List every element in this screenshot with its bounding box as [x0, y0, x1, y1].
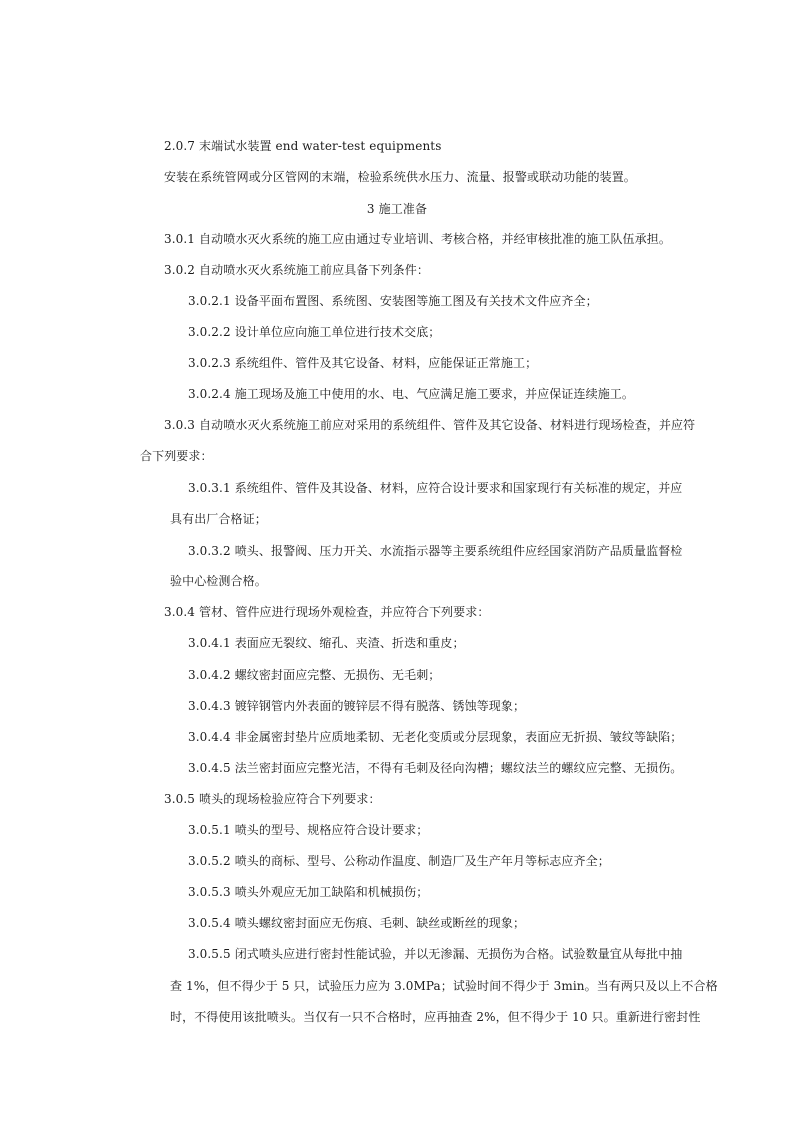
clause-3-0-3: 3.0.3 自动喷水灭火系统施工前应对采用的系统组件、管件及其它设备、材料进行现场检查，并应符 — [164, 418, 696, 432]
clause-3-0-3-1-cont: 具有出厂合格证； — [170, 512, 267, 526]
clause-3-0-5-2: 3.0.5.2 喷头的商标、型号、公称动作温度、制造厂及生产年月等标志应齐全； — [188, 854, 610, 868]
clause-3-0-4: 3.0.4 管材、管件应进行现场外观检查，并应符合下列要求： — [164, 605, 490, 619]
clause-3-0-4-3: 3.0.4.3 镀锌钢管内外表面的镀锌层不得有脱落、锈蚀等现象； — [188, 699, 526, 713]
clause-2-0-7: 2.0.7 末端试水装置 end water-test equipments — [164, 139, 442, 153]
clause-3-0-5-3: 3.0.5.3 喷头外观应无加工缺陷和机械损伤； — [188, 885, 429, 899]
clause-3-0-4-2: 3.0.4.2 螺纹密封面应完整、无损伤、无毛刺； — [188, 668, 441, 682]
clause-3-0-5-4: 3.0.5.4 喷头螺纹密封面应无伤痕、毛刺、缺丝或断丝的现象； — [188, 916, 526, 930]
clause-3-0-2-2: 3.0.2.2 设计单位应向施工单位进行技术交底； — [188, 325, 441, 339]
clause-3-0-4-4: 3.0.4.4 非金属密封垫片应质地柔韧、无老化变质或分层现象，表面应无折损、皱纹等缺陷； — [188, 730, 683, 744]
clause-3-0-2: 3.0.2 自动喷水灭火系统施工前应具备下列条件： — [164, 263, 429, 277]
clause-3-0-2-1: 3.0.2.1 设备平面布置图、系统图、安装图等施工图及有关技术文件应齐全； — [188, 294, 598, 308]
clause-3-0-5-5: 3.0.5.5 闭式喷头应进行密封性能试验，并以无渗漏、无损伤为合格。试验数量宜从每批中抽 — [188, 947, 683, 961]
clause-3-0-2-4: 3.0.2.4 施工现场及施工中使用的水、电、气应满足施工要求，并应保证连续施工。 — [188, 387, 634, 401]
clause-3-0-5-5-cont-2: 时，不得使用该批喷头。当仅有一只不合格时，应再抽查 2%，但不得少于 10 只。重新进行密封性 — [170, 1010, 701, 1024]
clause-3-0-4-5: 3.0.4.5 法兰密封面应完整光洁，不得有毛刺及径向沟槽；螺纹法兰的螺纹应完整、无损伤。 — [188, 761, 683, 775]
clause-3-0-3-2-cont: 验中心检测合格。 — [170, 574, 267, 588]
section-heading-3: 3 施工准备 — [366, 202, 428, 216]
clause-3-0-3-2: 3.0.3.2 喷头、报警阀、压力开关、水流指示器等主要系统组件应经国家消防产品质量监督检 — [188, 544, 683, 558]
clause-3-0-4-1: 3.0.4.1 表面应无裂纹、缩孔、夹渣、折迭和重皮； — [188, 636, 465, 650]
clause-3-0-2-3: 3.0.2.3 系统组件、管件及其它设备、材料，应能保证正常施工； — [188, 356, 538, 370]
clause-3-0-1: 3.0.1 自动喷水灭火系统的施工应由通过专业培训、考核合格，并经审核批准的施工队伍承担。 — [164, 232, 671, 246]
clause-3-0-5: 3.0.5 喷头的现场检验应符合下列要求： — [164, 792, 381, 806]
clause-3-0-3-cont: 合下列要求： — [140, 449, 213, 463]
clause-3-0-5-5-cont-1: 查 1%，但不得少于 5 只，试验压力应为 3.0MPa；试验时间不得少于 3min。当有两只及以上不合格 — [170, 979, 718, 993]
clause-3-0-5-1: 3.0.5.1 喷头的型号、规格应符合设计要求； — [188, 823, 429, 837]
clause-2-0-7-body: 安装在系统管网或分区管网的末端，检验系统供水压力、流量、报警或联动功能的装置。 — [164, 170, 636, 184]
clause-3-0-3-1: 3.0.3.1 系统组件、管件及其设备、材料，应符合设计要求和国家现行有关标准的规定，并应 — [188, 481, 683, 495]
